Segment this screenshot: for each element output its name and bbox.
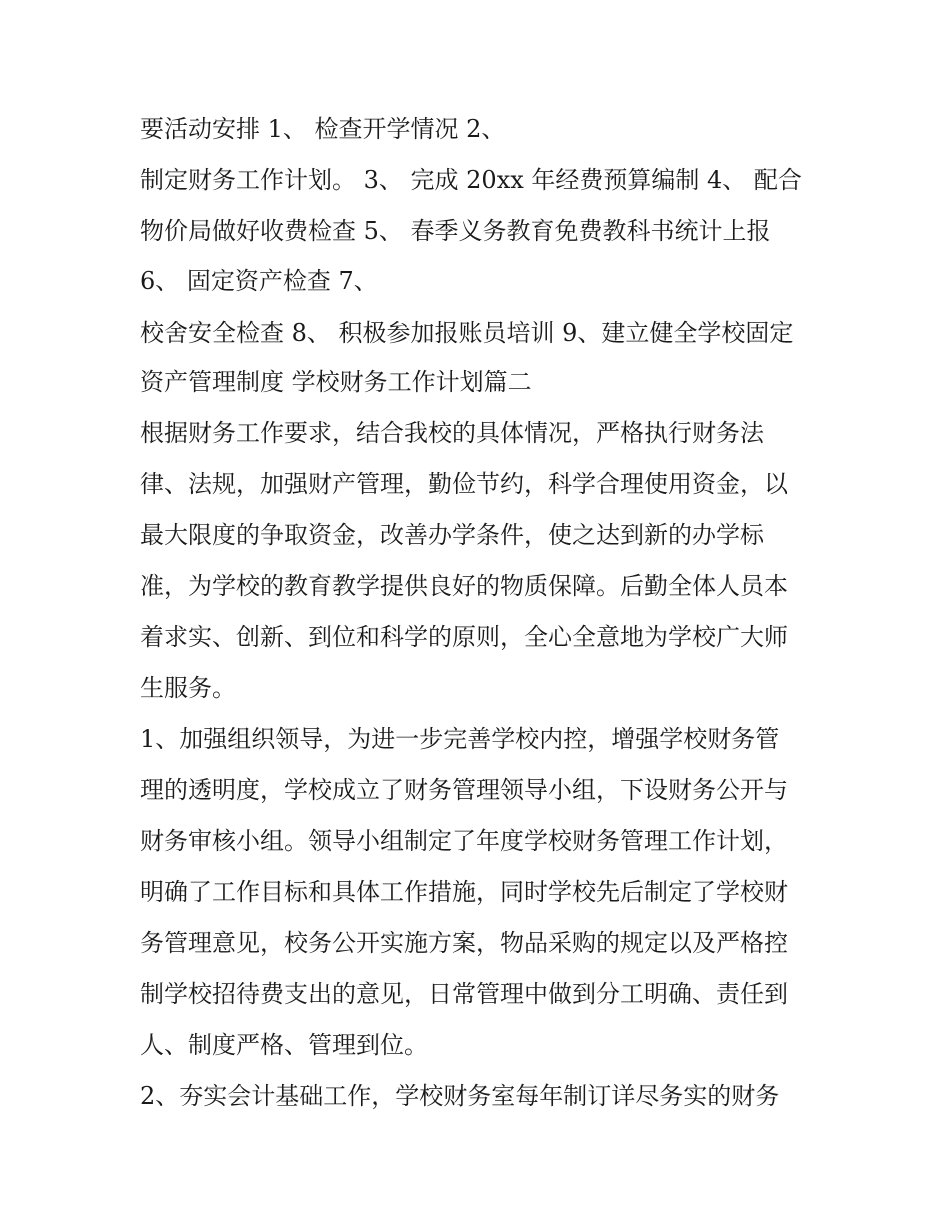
text-line: 物价局做好收费检查 5、 春季义务教育免费教科书统计上报 [140,217,771,245]
text-line: 务管理意见，校务公开实施方案，物品采购的规定以及严格控 [140,929,788,957]
text-line: 2、夯实会计基础工作，学校财务室每年制订详尽务实的财务 [140,1082,780,1110]
text-line: 根据财务工作要求，结合我校的具体情况，严格执行财务法 [140,419,764,447]
text-line: 要活动安排 1、 检查开学情况 2、 [140,115,506,143]
text-line: 着求实、创新、到位和科学的原则，全心全意地为学校广大师 [140,623,788,651]
text-line: 准，为学校的教育教学提供良好的物质保障。后勤全体人员本 [140,572,788,600]
text-line: 6、 固定资产检查 7、 [140,267,378,295]
text-line: 理的透明度，学校成立了财务管理领导小组，下设财务公开与 [140,776,788,804]
text-line: 人、制度严格、管理到位。 [140,1031,428,1059]
text-line: 校舍安全检查 8、 积极参加报账员培训 9、建立健全学校固定 [140,319,794,347]
text-line: 制定财务工作计划。 3、 完成 20xx 年经费预算编制 4、 配合 [140,166,802,194]
text-line: 最大限度的争取资金，改善办学条件，使之达到新的办学标 [140,521,764,549]
text-line: 律、法规，加强财产管理，勤俭节约，科学合理使用资金，以 [140,470,788,498]
text-line: 生服务。 [140,674,236,702]
text-line: 财务审核小组。领导小组制定了年度学校财务管理工作计划， [140,827,788,855]
text-line: 明确了工作目标和具体工作措施，同时学校先后制定了学校财 [140,878,788,906]
text-line: 制学校招待费支出的意见，日常管理中做到分工明确、责任到 [140,980,788,1008]
text-line: 1、加强组织领导，为进一步完善学校内控，增强学校财务管 [140,725,780,753]
text-line: 资产管理制度 学校财务工作计划篇二 [140,368,532,396]
